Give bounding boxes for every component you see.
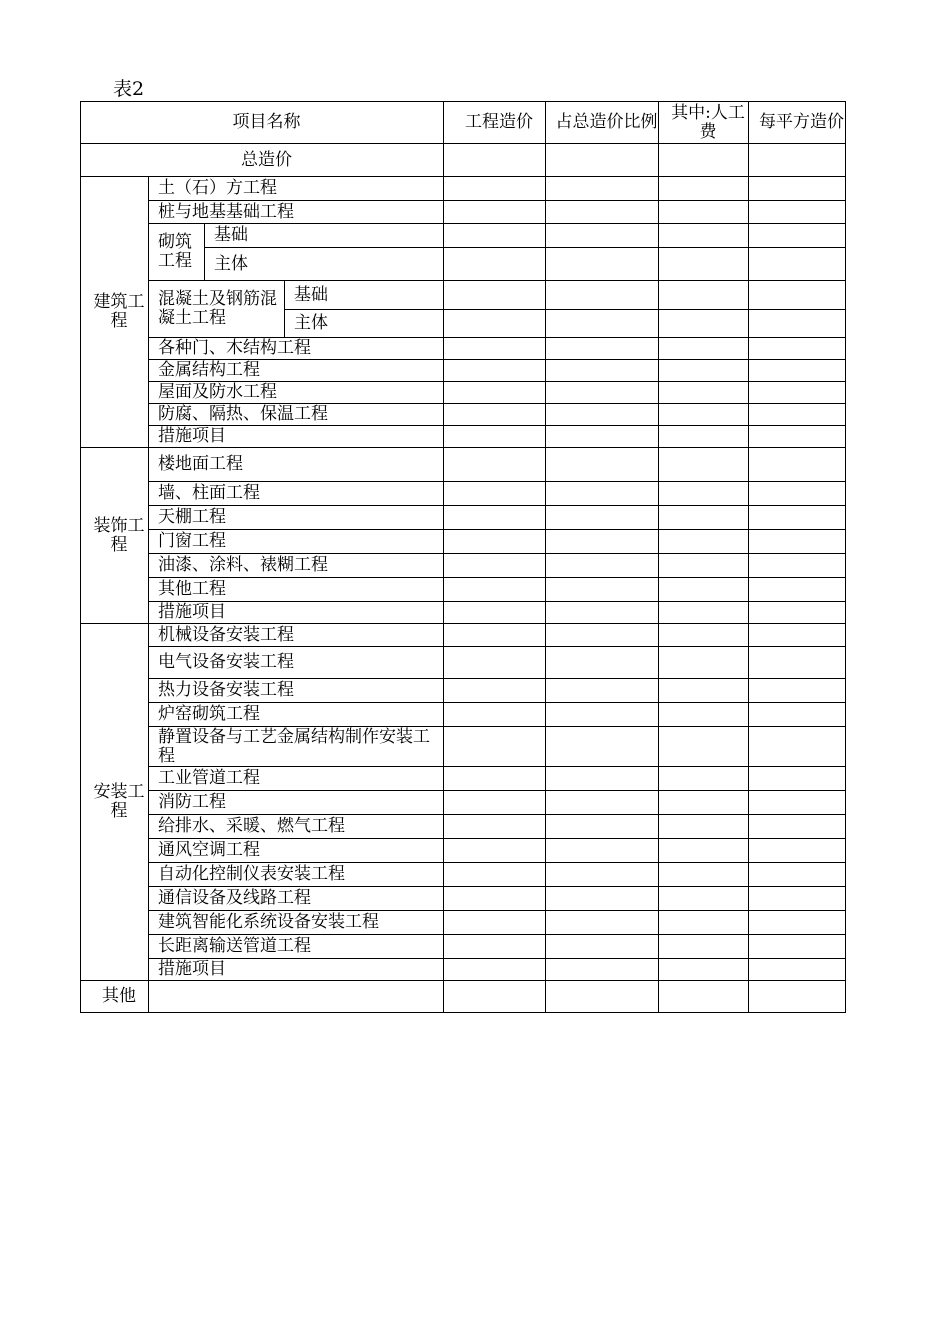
header-row xyxy=(81,102,846,144)
item-concrete: 混凝土及钢筋混凝土工程 xyxy=(149,281,285,338)
labor-cell xyxy=(659,224,749,248)
building-row xyxy=(81,404,846,426)
installation-row xyxy=(81,767,846,791)
item-installation: 电气设备安装工程 xyxy=(149,647,444,679)
labor-cell xyxy=(659,935,749,959)
per-sqm-cell xyxy=(749,530,846,554)
cost-cell xyxy=(444,482,546,506)
labor-cell xyxy=(659,602,749,624)
ratio-cell xyxy=(546,310,659,338)
cost-cell xyxy=(444,887,546,911)
labor-cell xyxy=(659,448,749,482)
cost-cell xyxy=(444,839,546,863)
cost-cell xyxy=(444,959,546,981)
installation-row xyxy=(81,959,846,981)
installation-row xyxy=(81,679,846,703)
per-sqm-cell xyxy=(749,679,846,703)
labor-cell xyxy=(659,911,749,935)
per-sqm-cell xyxy=(749,404,846,426)
decoration-row xyxy=(81,554,846,578)
labor-cell xyxy=(659,703,749,727)
installation-row xyxy=(81,647,846,679)
ratio-cell xyxy=(546,281,659,310)
cost-cell xyxy=(444,815,546,839)
cost-cell xyxy=(444,727,546,767)
installation-row xyxy=(81,791,846,815)
per-sqm-cell xyxy=(749,201,846,224)
cost-cell xyxy=(444,863,546,887)
decoration-row xyxy=(81,482,846,506)
ratio-cell xyxy=(546,144,659,177)
decoration-row xyxy=(81,602,846,624)
decoration-row xyxy=(81,578,846,602)
cost-cell xyxy=(444,404,546,426)
item-decoration: 天棚工程 xyxy=(149,506,444,530)
ratio-cell xyxy=(546,177,659,201)
cost-cell xyxy=(444,201,546,224)
per-sqm-cell xyxy=(749,281,846,310)
installation-row xyxy=(81,911,846,935)
labor-cell xyxy=(659,554,749,578)
item-concrete-main: 主体 xyxy=(285,310,444,338)
total-row xyxy=(81,144,846,177)
item-building: 金属结构工程 xyxy=(149,360,444,382)
cost-cell xyxy=(444,554,546,578)
cost-cell xyxy=(444,448,546,482)
per-sqm-cell xyxy=(749,310,846,338)
per-sqm-cell xyxy=(749,959,846,981)
decoration-row xyxy=(81,448,846,482)
per-sqm-cell xyxy=(749,703,846,727)
cost-cell xyxy=(444,281,546,310)
cost-cell xyxy=(444,679,546,703)
per-sqm-cell xyxy=(749,839,846,863)
cost-cell xyxy=(444,177,546,201)
labor-cell xyxy=(659,404,749,426)
ratio-cell xyxy=(546,554,659,578)
per-sqm-cell xyxy=(749,863,846,887)
ratio-cell xyxy=(546,887,659,911)
installation-row xyxy=(81,839,846,863)
labor-cell xyxy=(659,201,749,224)
cost-cell xyxy=(444,981,546,1013)
item-installation: 炉窑砌筑工程 xyxy=(149,703,444,727)
group-decoration: 装饰工程 xyxy=(81,448,149,624)
labor-cell xyxy=(659,248,749,281)
item-installation: 工业管道工程 xyxy=(149,767,444,791)
group-building: 建筑工程 xyxy=(81,177,149,448)
ratio-cell xyxy=(546,482,659,506)
installation-row xyxy=(81,863,846,887)
per-sqm-cell xyxy=(749,981,846,1013)
installation-row xyxy=(81,815,846,839)
item-decoration: 门窗工程 xyxy=(149,530,444,554)
labor-cell xyxy=(659,624,749,647)
labor-cell xyxy=(659,767,749,791)
per-sqm-cell xyxy=(749,248,846,281)
cost-cell xyxy=(444,935,546,959)
cost-cell xyxy=(444,144,546,177)
labor-cell xyxy=(659,426,749,448)
building-row xyxy=(81,338,846,360)
item-installation: 措施项目 xyxy=(149,959,444,981)
ratio-cell xyxy=(546,863,659,887)
item-decoration: 楼地面工程 xyxy=(149,448,444,482)
item-pile: 桩与地基基础工程 xyxy=(149,201,444,224)
per-sqm-cell xyxy=(749,177,846,201)
item-installation: 静置设备与工艺金属结构制作安装工程 xyxy=(149,727,444,767)
labor-cell xyxy=(659,506,749,530)
ratio-cell xyxy=(546,248,659,281)
per-sqm-cell xyxy=(749,887,846,911)
item-building: 屋面及防水工程 xyxy=(149,382,444,404)
building-row xyxy=(81,224,846,248)
installation-row xyxy=(81,887,846,911)
per-sqm-cell xyxy=(749,448,846,482)
labor-cell xyxy=(659,981,749,1013)
ratio-cell xyxy=(546,530,659,554)
ratio-cell xyxy=(546,338,659,360)
item-installation: 机械设备安装工程 xyxy=(149,624,444,647)
labor-cell xyxy=(659,482,749,506)
building-row xyxy=(81,382,846,404)
other-row xyxy=(81,981,846,1013)
item-building: 措施项目 xyxy=(149,426,444,448)
cost-table xyxy=(80,101,846,1013)
cost-cell xyxy=(444,767,546,791)
ratio-cell xyxy=(546,815,659,839)
ratio-cell xyxy=(546,727,659,767)
cost-cell xyxy=(444,382,546,404)
cost-cell xyxy=(444,248,546,281)
table-caption: 表2 xyxy=(113,78,145,100)
ratio-cell xyxy=(546,935,659,959)
item-masonry-main: 主体 xyxy=(205,248,444,281)
cost-cell xyxy=(444,310,546,338)
installation-row xyxy=(81,624,846,647)
labor-cell xyxy=(659,360,749,382)
item-masonry-foundation: 基础 xyxy=(205,224,444,248)
per-sqm-cell xyxy=(749,647,846,679)
header-ratio: 占总造价比例 xyxy=(546,102,659,144)
cost-cell xyxy=(444,703,546,727)
labor-cell xyxy=(659,281,749,310)
item-building: 防腐、隔热、保温工程 xyxy=(149,404,444,426)
labor-cell xyxy=(659,144,749,177)
item-installation: 热力设备安装工程 xyxy=(149,679,444,703)
ratio-cell xyxy=(546,647,659,679)
labor-cell xyxy=(659,887,749,911)
item-installation: 消防工程 xyxy=(149,791,444,815)
per-sqm-cell xyxy=(749,506,846,530)
labor-cell xyxy=(659,338,749,360)
item-concrete-foundation: 基础 xyxy=(285,281,444,310)
per-sqm-cell xyxy=(749,426,846,448)
ratio-cell xyxy=(546,201,659,224)
building-row xyxy=(81,360,846,382)
per-sqm-cell xyxy=(749,767,846,791)
installation-row xyxy=(81,703,846,727)
labor-cell xyxy=(659,959,749,981)
header-cost: 工程造价 xyxy=(444,102,546,144)
ratio-cell xyxy=(546,602,659,624)
labor-cell xyxy=(659,647,749,679)
ratio-cell xyxy=(546,911,659,935)
item-decoration: 其他工程 xyxy=(149,578,444,602)
item-installation: 给排水、采暖、燃气工程 xyxy=(149,815,444,839)
ratio-cell xyxy=(546,426,659,448)
other-name-cell xyxy=(149,981,444,1013)
item-installation: 通风空调工程 xyxy=(149,839,444,863)
cost-cell xyxy=(444,506,546,530)
cost-cell xyxy=(444,530,546,554)
ratio-cell xyxy=(546,981,659,1013)
labor-cell xyxy=(659,310,749,338)
ratio-cell xyxy=(546,839,659,863)
cost-cell xyxy=(444,647,546,679)
other-label: 其他 xyxy=(81,981,149,1013)
labor-cell xyxy=(659,791,749,815)
ratio-cell xyxy=(546,679,659,703)
item-decoration: 措施项目 xyxy=(149,602,444,624)
item-building: 各种门、木结构工程 xyxy=(149,338,444,360)
cost-cell xyxy=(444,360,546,382)
ratio-cell xyxy=(546,448,659,482)
building-row xyxy=(81,177,846,201)
item-installation: 通信设备及线路工程 xyxy=(149,887,444,911)
labor-cell xyxy=(659,839,749,863)
per-sqm-cell xyxy=(749,144,846,177)
ratio-cell xyxy=(546,224,659,248)
labor-cell xyxy=(659,382,749,404)
ratio-cell xyxy=(546,360,659,382)
item-decoration: 油漆、涂料、裱糊工程 xyxy=(149,554,444,578)
ratio-cell xyxy=(546,959,659,981)
item-masonry: 砌筑工程 xyxy=(149,224,205,281)
ratio-cell xyxy=(546,382,659,404)
cost-cell xyxy=(444,224,546,248)
cost-cell xyxy=(444,426,546,448)
per-sqm-cell xyxy=(749,382,846,404)
decoration-row xyxy=(81,530,846,554)
decoration-row xyxy=(81,506,846,530)
ratio-cell xyxy=(546,578,659,602)
per-sqm-cell xyxy=(749,624,846,647)
item-installation: 长距离输送管道工程 xyxy=(149,935,444,959)
header-labor: 其中:人工费 xyxy=(659,102,749,144)
cost-cell xyxy=(444,602,546,624)
per-sqm-cell xyxy=(749,360,846,382)
total-label: 总造价 xyxy=(81,144,444,177)
item-installation: 建筑智能化系统设备安装工程 xyxy=(149,911,444,935)
header-per-sqm: 每平方造价 xyxy=(749,102,846,144)
ratio-cell xyxy=(546,767,659,791)
per-sqm-cell xyxy=(749,578,846,602)
item-earthwork: 土（石）方工程 xyxy=(149,177,444,201)
per-sqm-cell xyxy=(749,554,846,578)
building-row xyxy=(81,281,846,310)
per-sqm-cell xyxy=(749,224,846,248)
installation-row xyxy=(81,727,846,767)
per-sqm-cell xyxy=(749,815,846,839)
ratio-cell xyxy=(546,506,659,530)
labor-cell xyxy=(659,177,749,201)
per-sqm-cell xyxy=(749,338,846,360)
header-name: 项目名称 xyxy=(81,102,444,144)
labor-cell xyxy=(659,530,749,554)
building-row xyxy=(81,426,846,448)
ratio-cell xyxy=(546,791,659,815)
per-sqm-cell xyxy=(749,911,846,935)
labor-cell xyxy=(659,863,749,887)
labor-cell xyxy=(659,815,749,839)
per-sqm-cell xyxy=(749,482,846,506)
cost-cell xyxy=(444,578,546,602)
cost-cell xyxy=(444,338,546,360)
per-sqm-cell xyxy=(749,791,846,815)
installation-row xyxy=(81,935,846,959)
labor-cell xyxy=(659,578,749,602)
ratio-cell xyxy=(546,624,659,647)
group-installation: 安装工程 xyxy=(81,624,149,981)
labor-cell xyxy=(659,679,749,703)
cost-cell xyxy=(444,911,546,935)
building-row xyxy=(81,201,846,224)
cost-cell xyxy=(444,624,546,647)
per-sqm-cell xyxy=(749,727,846,767)
per-sqm-cell xyxy=(749,935,846,959)
ratio-cell xyxy=(546,703,659,727)
ratio-cell xyxy=(546,404,659,426)
cost-cell xyxy=(444,791,546,815)
labor-cell xyxy=(659,727,749,767)
item-installation: 自动化控制仪表安装工程 xyxy=(149,863,444,887)
per-sqm-cell xyxy=(749,602,846,624)
item-decoration: 墙、柱面工程 xyxy=(149,482,444,506)
